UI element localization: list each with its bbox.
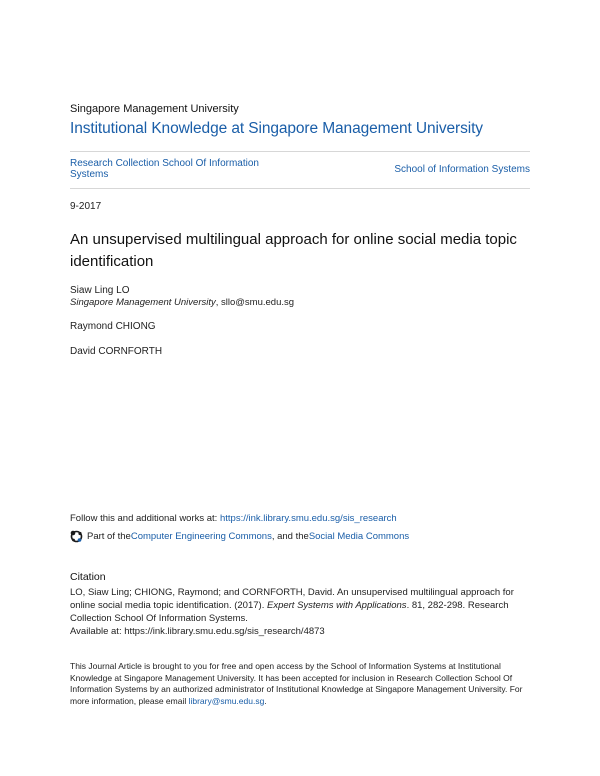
author-name: Siaw Ling LO [70,285,130,296]
computer-engineering-commons-link[interactable]: Computer Engineering Commons [130,531,272,542]
part-of-line [70,530,409,543]
access-statement-text: This Journal Article is brought to you for free and open access by the School of Information Systems at Institutional Knowledge at Singapore Management University. It has been accepted for inclusion in Research Collection School Of Information Systems by an authorized administrator of Institutional Knowledge at Singapore Management University. For more information, please email [70,661,523,706]
paper-title: An unsupervised multilingual approach for online social media topic identification [70,231,517,270]
social-media-commons-link[interactable]: Social Media Commons [308,531,410,542]
author-name: David CORNFORTH [70,346,163,357]
cover-page [70,0,530,776]
citation-journal: Expert Systems with Applications [266,600,407,611]
citation-text-after: . 81, 282-298. Research Collection School Of Information Systems. [70,600,509,624]
available-at-line [70,626,325,637]
author-name: Raymond CHIONG [70,321,156,332]
collection-link-right[interactable]: School of Information Systems [394,164,530,175]
part-of-middle: , and the [271,531,309,542]
affiliation-separator: , [215,297,222,308]
author-institution: Singapore Management University [70,297,216,308]
library-email-link[interactable]: library@smu.edu.sg [188,695,265,706]
available-url[interactable]: https://ink.library.smu.edu.sg/sis_research/4873 [124,626,325,637]
citation-text [70,586,530,625]
follow-prefix: Follow this and additional works at: [70,513,220,524]
collection-link-left[interactable]: Research Collection School Of Information Systems [70,158,259,180]
access-statement [70,661,530,707]
citation-text-before: LO, Siaw Ling; CHIONG, Raymond; and CORNFORTH, David. An unsupervised multilingual approach for online social media topic identification. (2017). [70,587,514,611]
publication-date: 9-2017 [70,201,102,212]
repository-title-link[interactable]: Institutional Knowledge at Singapore Management University [70,120,483,137]
part-of-prefix: Part of the [87,531,131,542]
citation-heading: Citation [70,571,106,583]
available-prefix: Available at: [70,626,125,637]
commons-network-icon [70,530,83,543]
divider-top [70,151,530,152]
divider-bottom [70,188,530,189]
follow-link[interactable]: https://ink.library.smu.edu.sg/sis_research [219,513,397,524]
access-statement-end: . [264,695,267,706]
author-email: sllo@smu.edu.sg [221,297,295,308]
university-name: Singapore Management University [70,103,239,115]
follow-line [70,513,397,524]
author-affiliation [70,297,294,308]
